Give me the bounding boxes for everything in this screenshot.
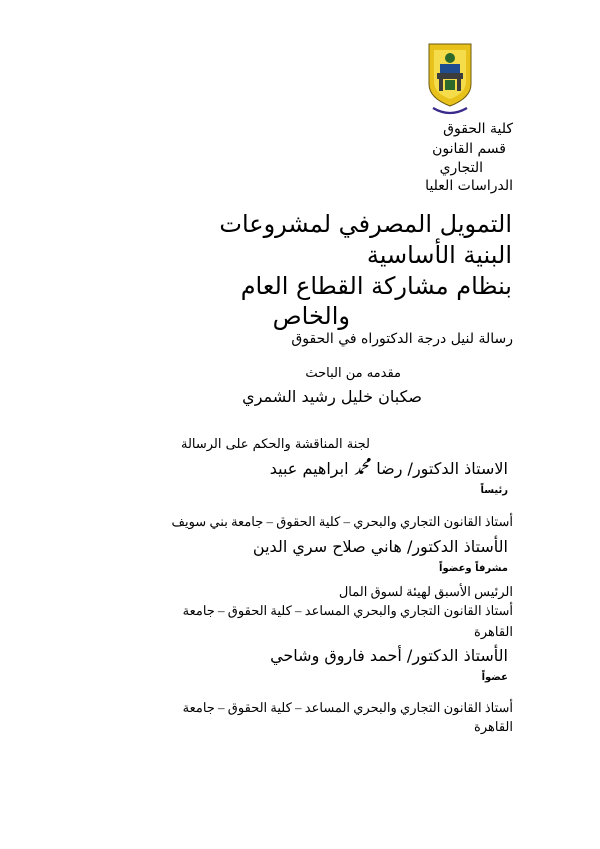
faculty-name: كلية الحقوق <box>443 121 513 137</box>
department-name-cont: التجاري <box>439 160 483 176</box>
committee-member-2-affiliation-3: القاهرة <box>474 624 513 639</box>
thesis-title-line-1: التمويل المصرفي لمشروعات <box>219 210 512 238</box>
thesis-title-line-4: والخاص <box>272 302 350 330</box>
degree-statement: رسالة لنيل درجة الدكتوراه في الحقوق <box>291 331 513 347</box>
department-name: قسم القانون <box>432 141 506 157</box>
committee-member-1-affiliation: أستاذ القانون التجاري والبحري – كلية الحقوق – جامعة بني سويف <box>171 514 513 529</box>
committee-member-2-role: مشرفاً وعضواً <box>439 563 508 574</box>
committee-member-2-name: الأستاذ الدكتور/ هاني صلاح سري الدين <box>252 537 508 556</box>
thesis-title-line-2: البنية الأساسية <box>366 241 512 269</box>
committee-member-3-affiliation-1: أستاذ القانون التجاري والبحري المساعد – كلية الحقوق – جامعة <box>182 700 513 715</box>
committee-member-3-role: عضواً <box>481 672 508 683</box>
committee-member-1-name: الاستاذ الدكتور/ رضا ﷴ ابراهيم عبيد <box>269 459 508 478</box>
committee-member-3-affiliation-2: القاهرة <box>474 719 513 734</box>
committee-member-3-name: الأستاذ الدكتور/ أحمد فاروق وشاحي <box>270 646 508 665</box>
committee-member-1-role: رئيساً <box>480 485 508 496</box>
cairo-university-logo <box>425 42 475 117</box>
committee-heading: لجنة المناقشة والحكم على الرسالة <box>180 437 370 452</box>
thesis-title-line-3: بنظام مشاركة القطاع العام <box>240 272 512 300</box>
submitted-by-label: مقدمه من الباحث <box>305 366 401 381</box>
graduate-studies-label: الدراسات العليا <box>425 178 513 194</box>
committee-member-2-affiliation-1: الرئيس الأسبق لهيئة لسوق المال <box>338 584 513 599</box>
committee-member-2-affiliation-2: أستاذ القانون التجاري والبحري المساعد – كلية الحقوق – جامعة <box>182 603 513 618</box>
researcher-name: صكبان خليل رشيد الشمري <box>242 387 422 406</box>
